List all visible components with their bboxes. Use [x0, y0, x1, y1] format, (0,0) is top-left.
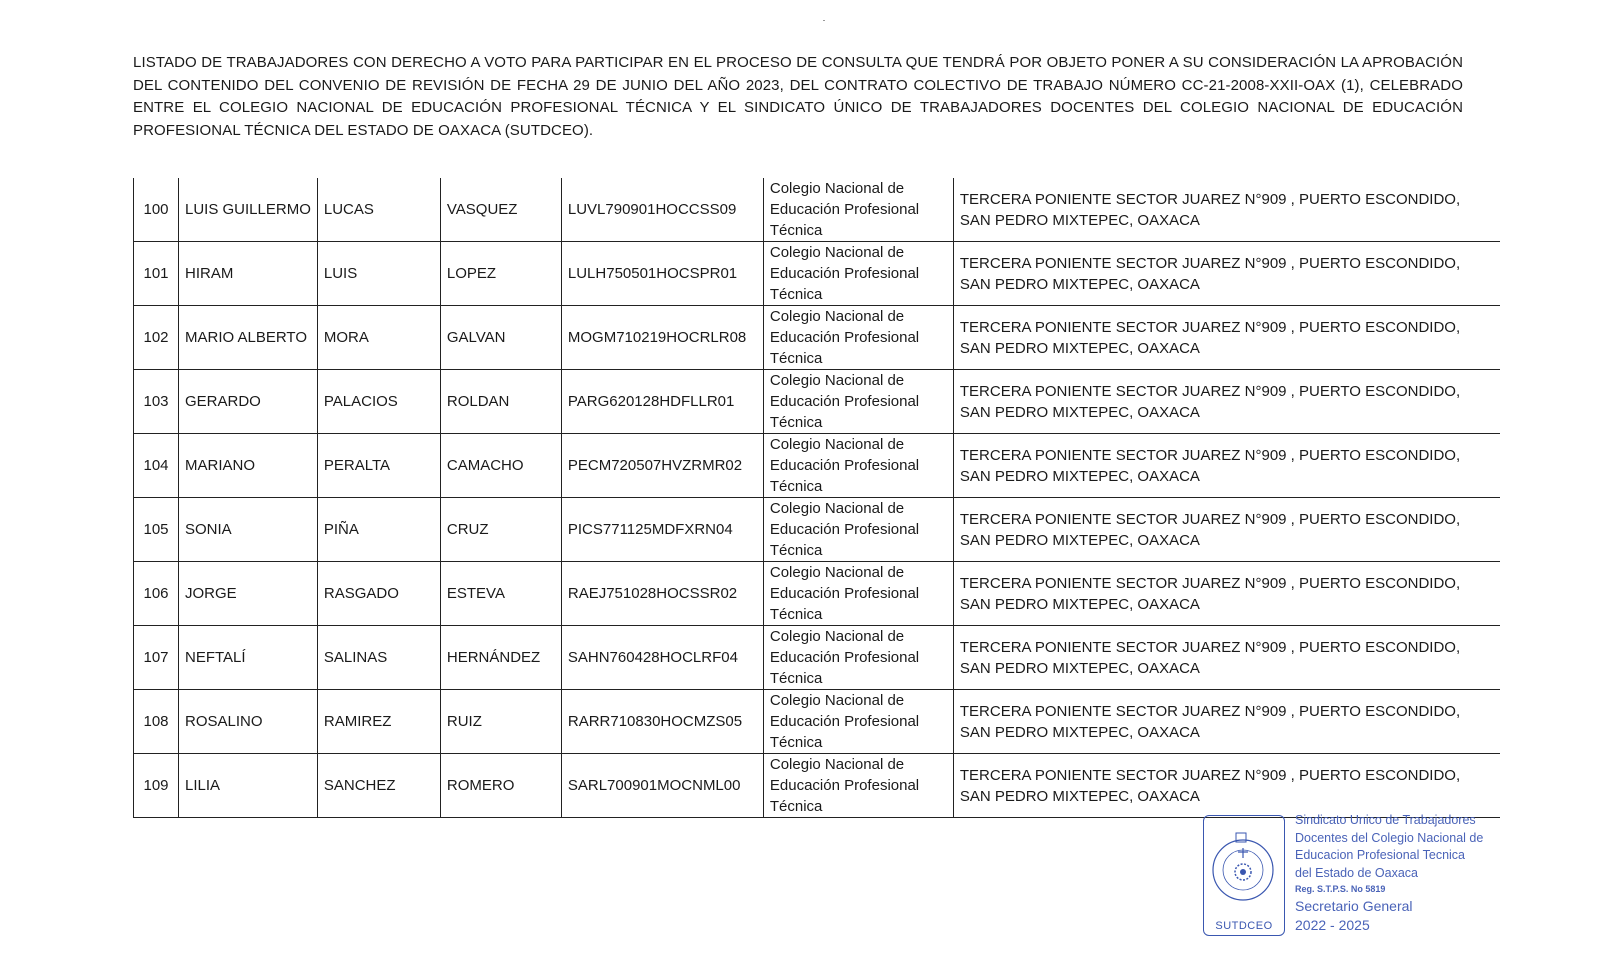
- curp-cell: RAEJ751028HOCSSR02: [561, 562, 763, 626]
- scan-speck: [823, 20, 825, 21]
- table-row: [134, 178, 1501, 242]
- first-name-cell: NEFTALÍ: [179, 626, 318, 690]
- first-name-cell: JORGE: [179, 562, 318, 626]
- institution-cell: Colegio Nacional de Educación Profesional Técnica: [763, 242, 953, 306]
- first-name-cell: LILIA: [179, 754, 318, 818]
- table-row: [134, 498, 1501, 562]
- first-name-cell: SONIA: [179, 498, 318, 562]
- row-number: 109: [134, 754, 179, 818]
- paternal-surname-cell: RASGADO: [317, 562, 440, 626]
- first-name-cell: ROSALINO: [179, 690, 318, 754]
- first-name-cell: LUIS GUILLERMO: [179, 178, 318, 242]
- curp-cell: LUVL790901HOCCSS09: [561, 178, 763, 242]
- address-cell: TERCERA PONIENTE SECTOR JUAREZ N°909 , PUERTO ESCONDIDO, SAN PEDRO MIXTEPEC, OAXACA: [953, 306, 1500, 370]
- maternal-surname-cell: CAMACHO: [440, 434, 561, 498]
- address-cell: TERCERA PONIENTE SECTOR JUAREZ N°909 , PUERTO ESCONDIDO, SAN PEDRO MIXTEPEC, OAXACA: [953, 562, 1500, 626]
- curp-cell: LULH750501HOCSPR01: [561, 242, 763, 306]
- seal-line-2: Docentes del Colegio Nacional de: [1295, 830, 1484, 845]
- table-row: [134, 754, 1501, 818]
- row-number: 106: [134, 562, 179, 626]
- curp-cell: MOGM710219HOCRLR08: [561, 306, 763, 370]
- paternal-surname-cell: MORA: [317, 306, 440, 370]
- workers-table-body: [134, 178, 1501, 818]
- paternal-surname-cell: SALINAS: [317, 626, 440, 690]
- institution-cell: Colegio Nacional de Educación Profesional Técnica: [763, 370, 953, 434]
- maternal-surname-cell: ROMERO: [440, 754, 561, 818]
- paternal-surname-cell: PIÑA: [317, 498, 440, 562]
- institution-cell: Colegio Nacional de Educación Profesional Técnica: [763, 306, 953, 370]
- maternal-surname-cell: RUIZ: [440, 690, 561, 754]
- seal-line-3: Educacion Profesional Tecnica: [1295, 848, 1466, 862]
- address-cell: TERCERA PONIENTE SECTOR JUAREZ N°909 , PUERTO ESCONDIDO, SAN PEDRO MIXTEPEC, OAXACA: [953, 242, 1500, 306]
- stamp-box-label: SUTDCEO: [1215, 920, 1273, 932]
- first-name-cell: MARIANO: [179, 434, 318, 498]
- table-row: [134, 434, 1501, 498]
- workers-table: [133, 178, 1500, 818]
- union-seal-emblem-icon: [1208, 828, 1278, 908]
- curp-cell: SAHN760428HOCLRF04: [561, 626, 763, 690]
- table-row: [134, 242, 1501, 306]
- institution-cell: Colegio Nacional de Educación Profesional Técnica: [763, 178, 953, 242]
- row-number: 100: [134, 178, 179, 242]
- row-number: 107: [134, 626, 179, 690]
- first-name-cell: GERARDO: [179, 370, 318, 434]
- curp-cell: RARR710830HOCMZS05: [561, 690, 763, 754]
- paternal-surname-cell: PERALTA: [317, 434, 440, 498]
- table-row: [134, 690, 1501, 754]
- paternal-surname-cell: PALACIOS: [317, 370, 440, 434]
- first-name-cell: MARIO ALBERTO: [179, 306, 318, 370]
- maternal-surname-cell: LOPEZ: [440, 242, 561, 306]
- first-name-cell: HIRAM: [179, 242, 318, 306]
- maternal-surname-cell: HERNÁNDEZ: [440, 626, 561, 690]
- maternal-surname-cell: CRUZ: [440, 498, 561, 562]
- row-number: 103: [134, 370, 179, 434]
- address-cell: TERCERA PONIENTE SECTOR JUAREZ N°909 , PUERTO ESCONDIDO, SAN PEDRO MIXTEPEC, OAXACA: [953, 754, 1500, 818]
- row-number: 102: [134, 306, 179, 370]
- seal-line-4: del Estado de Oaxaca: [1295, 865, 1418, 880]
- curp-cell: SARL700901MOCNML00: [561, 754, 763, 818]
- institution-cell: Colegio Nacional de Educación Profesional Técnica: [763, 498, 953, 562]
- seal-registration: Reg. S.T.P.S. No 5819: [1295, 884, 1386, 894]
- curp-cell: PARG620128HDFLLR01: [561, 370, 763, 434]
- table-row: [134, 626, 1501, 690]
- table-row: [134, 370, 1501, 434]
- table-row: [134, 306, 1501, 370]
- address-cell: TERCERA PONIENTE SECTOR JUAREZ N°909 , PUERTO ESCONDIDO, SAN PEDRO MIXTEPEC, OAXACA: [953, 626, 1500, 690]
- institution-cell: Colegio Nacional de Educación Profesional Técnica: [763, 562, 953, 626]
- workers-table-wrapper: [133, 178, 1500, 818]
- maternal-surname-cell: ROLDAN: [440, 370, 561, 434]
- paternal-surname-cell: LUCAS: [317, 178, 440, 242]
- paternal-surname-cell: SANCHEZ: [317, 754, 440, 818]
- seal-period: 2022 - 2025: [1295, 917, 1370, 933]
- union-seal-stamp: [1203, 815, 1285, 936]
- row-number: 104: [134, 434, 179, 498]
- curp-cell: PECM720507HVZRMR02: [561, 434, 763, 498]
- institution-cell: Colegio Nacional de Educación Profesional Técnica: [763, 690, 953, 754]
- row-number: 101: [134, 242, 179, 306]
- curp-cell: PICS771125MDFXRN04: [561, 498, 763, 562]
- paternal-surname-cell: LUIS: [317, 242, 440, 306]
- address-cell: TERCERA PONIENTE SECTOR JUAREZ N°909 , PUERTO ESCONDIDO, SAN PEDRO MIXTEPEC, OAXACA: [953, 434, 1500, 498]
- address-cell: TERCERA PONIENTE SECTOR JUAREZ N°909 , PUERTO ESCONDIDO, SAN PEDRO MIXTEPEC, OAXACA: [953, 498, 1500, 562]
- address-cell: TERCERA PONIENTE SECTOR JUAREZ N°909 , PUERTO ESCONDIDO, SAN PEDRO MIXTEPEC, OAXACA: [953, 370, 1500, 434]
- maternal-surname-cell: VASQUEZ: [440, 178, 561, 242]
- maternal-surname-cell: GALVAN: [440, 306, 561, 370]
- institution-cell: Colegio Nacional de Educación Profesional Técnica: [763, 626, 953, 690]
- maternal-surname-cell: ESTEVA: [440, 562, 561, 626]
- row-number: 105: [134, 498, 179, 562]
- institution-cell: Colegio Nacional de Educación Profesional Técnica: [763, 434, 953, 498]
- institution-cell: Colegio Nacional de Educación Profesional Técnica: [763, 754, 953, 818]
- row-number: 108: [134, 690, 179, 754]
- seal-signature-block: [1295, 812, 1495, 935]
- address-cell: TERCERA PONIENTE SECTOR JUAREZ N°909 , PUERTO ESCONDIDO, SAN PEDRO MIXTEPEC, OAXACA: [953, 178, 1500, 242]
- document-heading: LISTADO DE TRABAJADORES CON DERECHO A VOTO PARA PARTICIPAR EN EL PROCESO DE CONSULTA QUE TENDRÁ POR OBJETO PONER A SU CONSIDERACIÓN LA APROBACIÓN DEL CONTENIDO DEL CONVENIO DE REVISIÓN DE FECHA 29 DE JUNIO DEL AÑO 2023, DEL CONTRATO COLECTIVO DE TRABAJO NÚMERO CC-21-2008-XXII-OAX (1), CELEBRADO ENTRE EL COLEGIO NACIONAL DE EDUCACIÓN PROFESIONAL TÉCNICA Y EL SINDICATO ÚNICO DE TRABAJADORES DOCENTES DEL COLEGIO NACIONAL DE EDUCACIÓN PROFESIONAL TÉCNICA DEL ESTADO DE OAXACA (SUTDCEO).: [133, 54, 1463, 139]
- paternal-surname-cell: RAMIREZ: [317, 690, 440, 754]
- seal-role: Secretario General: [1295, 898, 1413, 914]
- table-row: [134, 562, 1501, 626]
- seal-line-1: Sindicato Unico de Trabajadores: [1295, 813, 1476, 827]
- address-cell: TERCERA PONIENTE SECTOR JUAREZ N°909 , PUERTO ESCONDIDO, SAN PEDRO MIXTEPEC, OAXACA: [953, 690, 1500, 754]
